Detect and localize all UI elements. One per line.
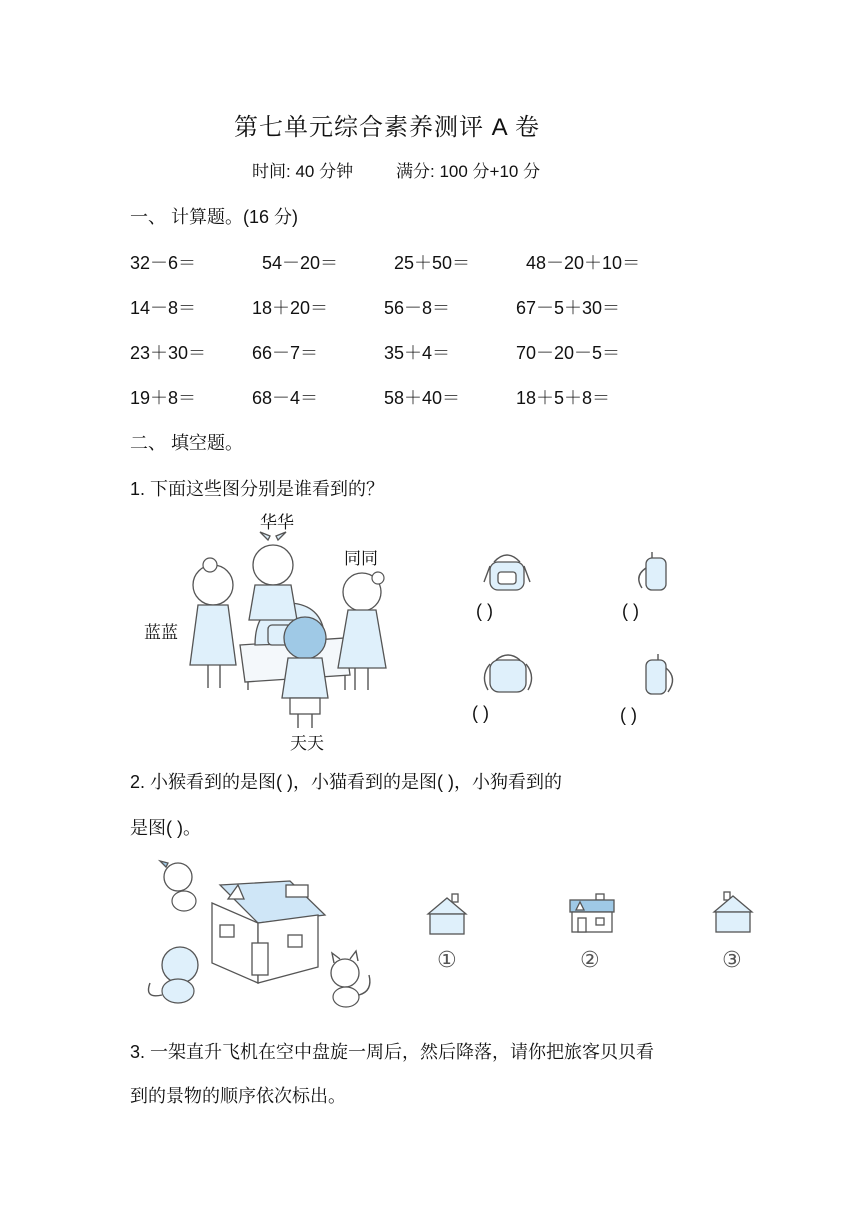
calc-item: 25＋50＝ [394, 253, 471, 273]
blank-3[interactable]: ( ) [472, 703, 489, 723]
calc-item: 32－6＝ [130, 253, 197, 273]
calc-item: 58＋40＝ [384, 388, 461, 408]
backpack-side-icon [632, 548, 678, 594]
children-table-illustration [140, 510, 400, 755]
calc-item: 48－20＋10＝ [526, 253, 641, 273]
calc-item: 18＋5＋8＝ [516, 388, 611, 408]
calc-item: 56－8＝ [384, 298, 451, 318]
section2-heading: 二、 填空题。 [130, 433, 244, 453]
calc-item: 54－20＝ [262, 253, 339, 273]
backpack-side-2-icon [634, 652, 680, 698]
calc-item: 23＋30＝ [130, 343, 207, 363]
section1-heading: 一、 计算题。(16 分) [130, 207, 299, 227]
blank-4[interactable]: ( ) [620, 705, 637, 725]
blank-2[interactable]: ( ) [622, 601, 639, 621]
backpack-back-icon [480, 650, 536, 696]
calc-item: 70－20－5＝ [516, 343, 621, 363]
house-view-3-icon [710, 888, 756, 936]
page-title: 第七单元综合素养测评 A 卷 [234, 114, 541, 141]
house-view-2-icon [566, 890, 618, 938]
question-2-line2: 是图( )。 [130, 818, 201, 838]
calc-item: 66－7＝ [252, 343, 319, 363]
score-info: 满分: 100 分+10 分 [396, 162, 541, 181]
house-view-1-icon [424, 890, 470, 938]
question-3-line1: 3. 一架直升飞机在空中盘旋一周后，然后降落，请你把旅客贝贝看 [130, 1042, 655, 1062]
option-label-2: ② [580, 947, 600, 972]
time-info: 时间: 40 分钟 [252, 162, 354, 181]
option-label-1: ① [437, 947, 457, 972]
question-1-text: 1. 下面这些图分别是谁看到的？ [130, 479, 385, 499]
calc-item: 18＋20＝ [252, 298, 329, 318]
blank-1[interactable]: ( ) [476, 601, 493, 621]
question-3-line2: 到的景物的顺序依次标出。 [130, 1086, 346, 1106]
name-lanlan: 蓝蓝 [144, 623, 178, 642]
calc-item: 68－4＝ [252, 388, 319, 408]
option-label-3: ③ [722, 947, 742, 972]
calc-item: 35＋4＝ [384, 343, 451, 363]
question-2-line1: 2. 小猴看到的是图( )，小猫看到的是图( )，小狗看到的 [130, 772, 562, 792]
house-animals-illustration [140, 855, 380, 1015]
name-tongtong: 同同 [344, 549, 378, 568]
backpack-front-icon [482, 548, 532, 594]
calc-item: 67－5＋30＝ [516, 298, 621, 318]
name-huahua: 华华 [260, 513, 294, 532]
calc-item: 14－8＝ [130, 298, 197, 318]
calc-item: 19＋8＝ [130, 388, 197, 408]
name-tiantian: 天天 [290, 734, 324, 753]
